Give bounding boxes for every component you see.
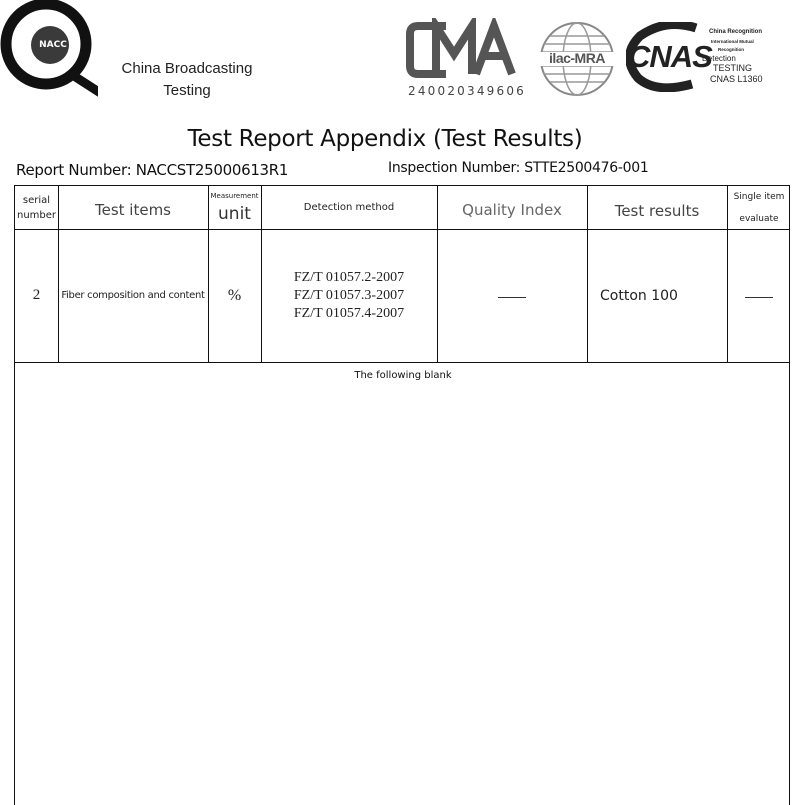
following-blank-note: The following blank — [354, 369, 452, 381]
cma-logo — [406, 18, 527, 102]
method-line: FZ/T 01057.3-2007 — [293, 287, 405, 303]
header-single-item-text: Single item — [733, 191, 785, 202]
row-test-item: Fiber composition and content — [61, 290, 205, 301]
header-quality-index: Quality Index — [462, 200, 562, 219]
header-single-item-evaluate — [727, 186, 791, 229]
header-unit — [208, 186, 261, 229]
cnas-code: CNAS L1360 — [710, 74, 763, 84]
inspection-number: Inspection Number: STTE2500476-001 — [388, 160, 649, 176]
cma-mark-icon — [406, 18, 518, 82]
row-divider — [15, 362, 789, 363]
method-line: FZ/T 01057.4-2007 — [293, 305, 405, 321]
row-evaluate: —— — [745, 287, 773, 304]
row-unit: % — [227, 286, 242, 304]
cnas-small-3: Recognition — [718, 47, 744, 52]
method-line: FZ/T 01057.2-2007 — [293, 269, 405, 285]
results-table — [14, 185, 790, 805]
header-unit-small: Measurement — [210, 191, 259, 200]
header-serial-text: serial number — [16, 194, 57, 221]
cnas-small-4: Detection — [702, 54, 736, 63]
cnas-small-1: China Recognition — [709, 29, 762, 35]
report-number: Report Number: NACCST25000613R1 — [16, 161, 289, 179]
org-name-line2: Testing — [163, 82, 211, 99]
header-test-items: Test items — [94, 200, 171, 219]
header-evaluate-text: evaluate — [739, 213, 779, 224]
header-test-results: Test results — [614, 201, 700, 220]
header-detection-method: Detection method — [303, 202, 395, 213]
row-quality-index: —— — [498, 287, 526, 304]
cnas-small-5: TESTING — [713, 63, 753, 73]
cnas-text: CNAS — [628, 39, 712, 74]
row-test-result: Cotton 100 — [600, 287, 678, 304]
page-title: Test Report Appendix (Test Results) — [187, 126, 583, 152]
nacc-badge-text: NACC — [39, 40, 67, 50]
org-name-line1: China Broadcasting — [121, 60, 253, 77]
row-detection-method — [261, 229, 437, 362]
header-unit-text: unit — [218, 203, 251, 224]
cnas-logo — [626, 22, 796, 96]
row-serial: 2 — [32, 287, 41, 303]
header-serial — [15, 186, 58, 229]
ilac-mra-text: ilac-MRA — [549, 50, 605, 66]
nacc-logo — [0, 0, 110, 100]
ilac-mra-logo — [538, 20, 616, 98]
cnas-small-2: International Mutual — [711, 39, 754, 44]
cma-number: 240020349606 — [408, 84, 527, 98]
